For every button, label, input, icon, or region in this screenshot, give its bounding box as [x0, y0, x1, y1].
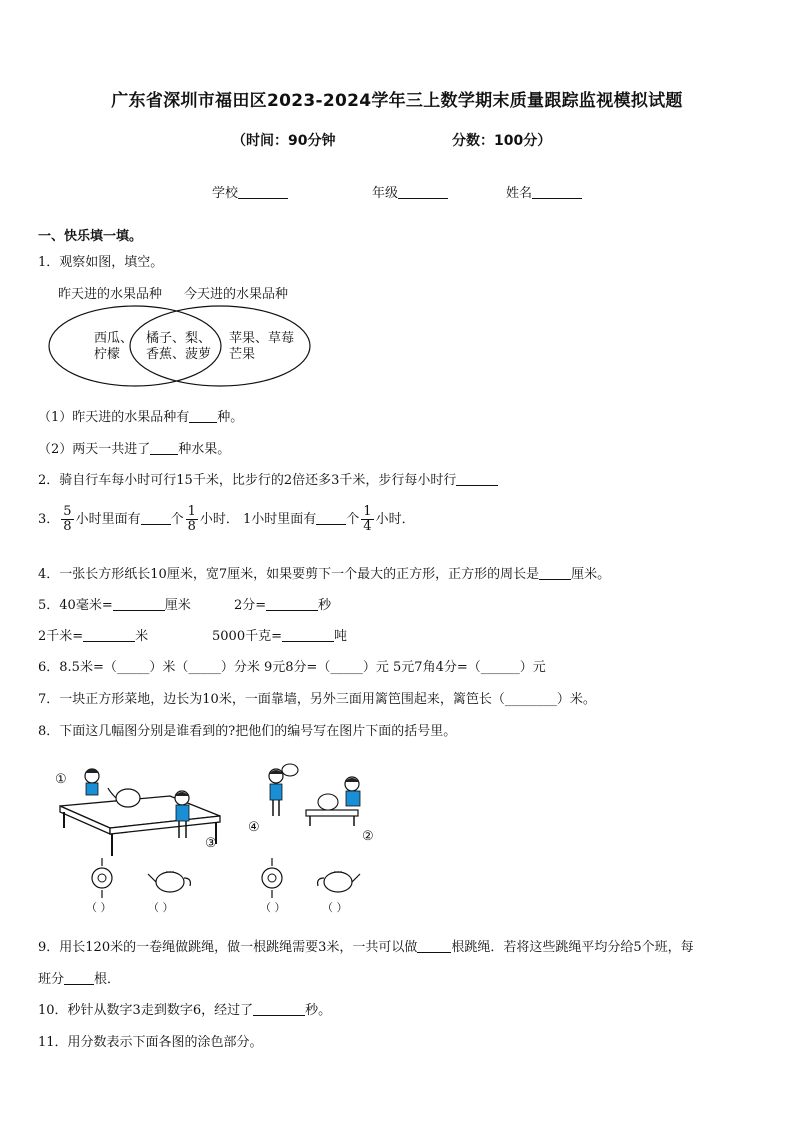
q9-blank-1[interactable] — [417, 938, 451, 953]
q3-prefix: 3． — [38, 512, 60, 527]
exam-time: （时间：90分钟 — [232, 133, 336, 149]
q1-sub1-blank[interactable] — [189, 408, 217, 423]
q9-blank-2[interactable] — [64, 970, 94, 985]
question-5-row-2: 2千米= 米 — [38, 629, 149, 644]
fraction-1-8: $\frac{1}{8}$ — [187, 504, 196, 534]
exam-score: 分数：100分） — [452, 133, 552, 149]
q3-blank-2[interactable] — [316, 510, 346, 525]
q1-sub2-unit: 种水果。 — [178, 442, 231, 457]
question-7: 7．一块正方形菜地，边长为10米，一面靠墙，另外三面用篱笆围起来，篱笆长（________）米。 — [38, 692, 596, 707]
q2-text: 2．骑自行车每小时可行15千米，比步行的2倍还多3千米，步行每小时行 — [38, 473, 457, 488]
fraction-1-4: $\frac{1}{4}$ — [363, 504, 372, 534]
grade-blank[interactable] — [398, 184, 448, 199]
q5-blank-2[interactable] — [266, 596, 318, 611]
name-field[interactable] — [506, 182, 582, 201]
question-9-line-2: 班分 根． — [38, 972, 121, 987]
question-11: 11．用分数表示下面各图的涂色部分。 — [38, 1035, 263, 1050]
question-5-row-1b: 2分= 秒 — [234, 598, 332, 613]
grade-label: 年级 — [372, 186, 399, 201]
school-blank[interactable] — [238, 184, 288, 199]
section-title: 一、快乐填一填。 — [38, 229, 143, 244]
answer-bracket-2[interactable]: （ ） — [148, 901, 174, 914]
q5-blank-1[interactable] — [113, 596, 165, 611]
q1-sub2-blank[interactable] — [150, 440, 178, 455]
venn-left-only-1: 西瓜、 — [94, 331, 134, 346]
q4-text: 4．一张长方形纸长10厘米，宽7厘米，如果要剪下一个最大的正方形，正方形的周长是 — [38, 567, 540, 582]
question-4 — [38, 563, 610, 582]
answer-bracket-3[interactable]: （ ） — [260, 901, 286, 914]
question-1-part-2 — [38, 438, 230, 457]
figure-label-3: ③ — [205, 836, 217, 851]
question-3: 3． $\frac{5}{8}$ 小时里面有 个 $\frac{1}{8}$ 小时． 1小时里面有 个 $\frac{1}{4}$ 小时． — [38, 504, 415, 534]
venn-left-only-2: 柠檬 — [94, 347, 121, 362]
question-8: 8．下面这几幅图分别是谁看到的?把他们的编号写在图片下面的括号里。 — [38, 724, 457, 739]
question-5-row-1: 5．40毫米= 厘米 — [38, 598, 191, 613]
venn-right-only-2: 芒果 — [229, 347, 256, 362]
venn-right-only-1: 苹果、草莓 — [229, 331, 295, 346]
venn-both-2: 香蕉、菠萝 — [146, 347, 212, 362]
q1-sub1-unit: 种。 — [217, 410, 244, 425]
school-field[interactable] — [212, 182, 288, 201]
fraction-5-8: $\frac{5}{8}$ — [63, 504, 72, 534]
q5-blank-4[interactable] — [282, 627, 334, 642]
question-2 — [38, 469, 498, 488]
q5-blank-3[interactable] — [83, 627, 135, 642]
question-1: 1．观察如图，填空。 — [38, 255, 164, 270]
answer-bracket-1[interactable]: （ ） — [86, 901, 112, 914]
page-title: 广东省深圳市福田区2023-2024学年三上数学期末质量跟踪监视模拟试题 — [111, 91, 683, 111]
figure-label-4: ④ — [248, 820, 260, 835]
school-label: 学校 — [212, 186, 239, 201]
question-1-part-1 — [38, 406, 243, 425]
question-5-row-2b: 5000千克= 吨 — [212, 629, 347, 644]
venn-right-title: 今天进的水果品种 — [184, 287, 289, 302]
figure-label-2: ② — [362, 829, 374, 844]
name-blank[interactable] — [532, 184, 582, 199]
q1-sub1-text: （1）昨天进的水果品种有 — [38, 410, 190, 425]
question-6: 6．8.5米=（_____）米（_____）分米 9元8分=（_____）元 5元7角4分=（______）元 — [38, 660, 546, 675]
q4-unit: 厘米。 — [571, 567, 611, 582]
figure-label-1: ① — [55, 772, 67, 787]
question-9-line-1: 9．用长120米的一卷绳做跳绳，做一根跳绳需要3米，一共可以做 根跳绳．若将这些跳绳平均分给5个班，每 — [38, 940, 694, 955]
q3-blank-1[interactable] — [141, 510, 171, 525]
q4-blank[interactable] — [539, 565, 571, 580]
answer-bracket-4[interactable]: （ ） — [322, 901, 348, 914]
venn-left-title: 昨天进的水果品种 — [58, 287, 163, 302]
q10-blank[interactable] — [253, 1001, 305, 1016]
q2-blank[interactable] — [456, 471, 498, 486]
name-label: 姓名 — [506, 186, 533, 201]
figure-table-scene — [50, 758, 230, 918]
venn-both-1: 橘子、梨、 — [146, 331, 212, 346]
question-10: 10．秒针从数字3走到数字6，经过了 秒。 — [38, 1003, 332, 1018]
grade-field[interactable] — [372, 182, 448, 201]
q1-sub2-text: （2）两天一共进了 — [38, 442, 151, 457]
